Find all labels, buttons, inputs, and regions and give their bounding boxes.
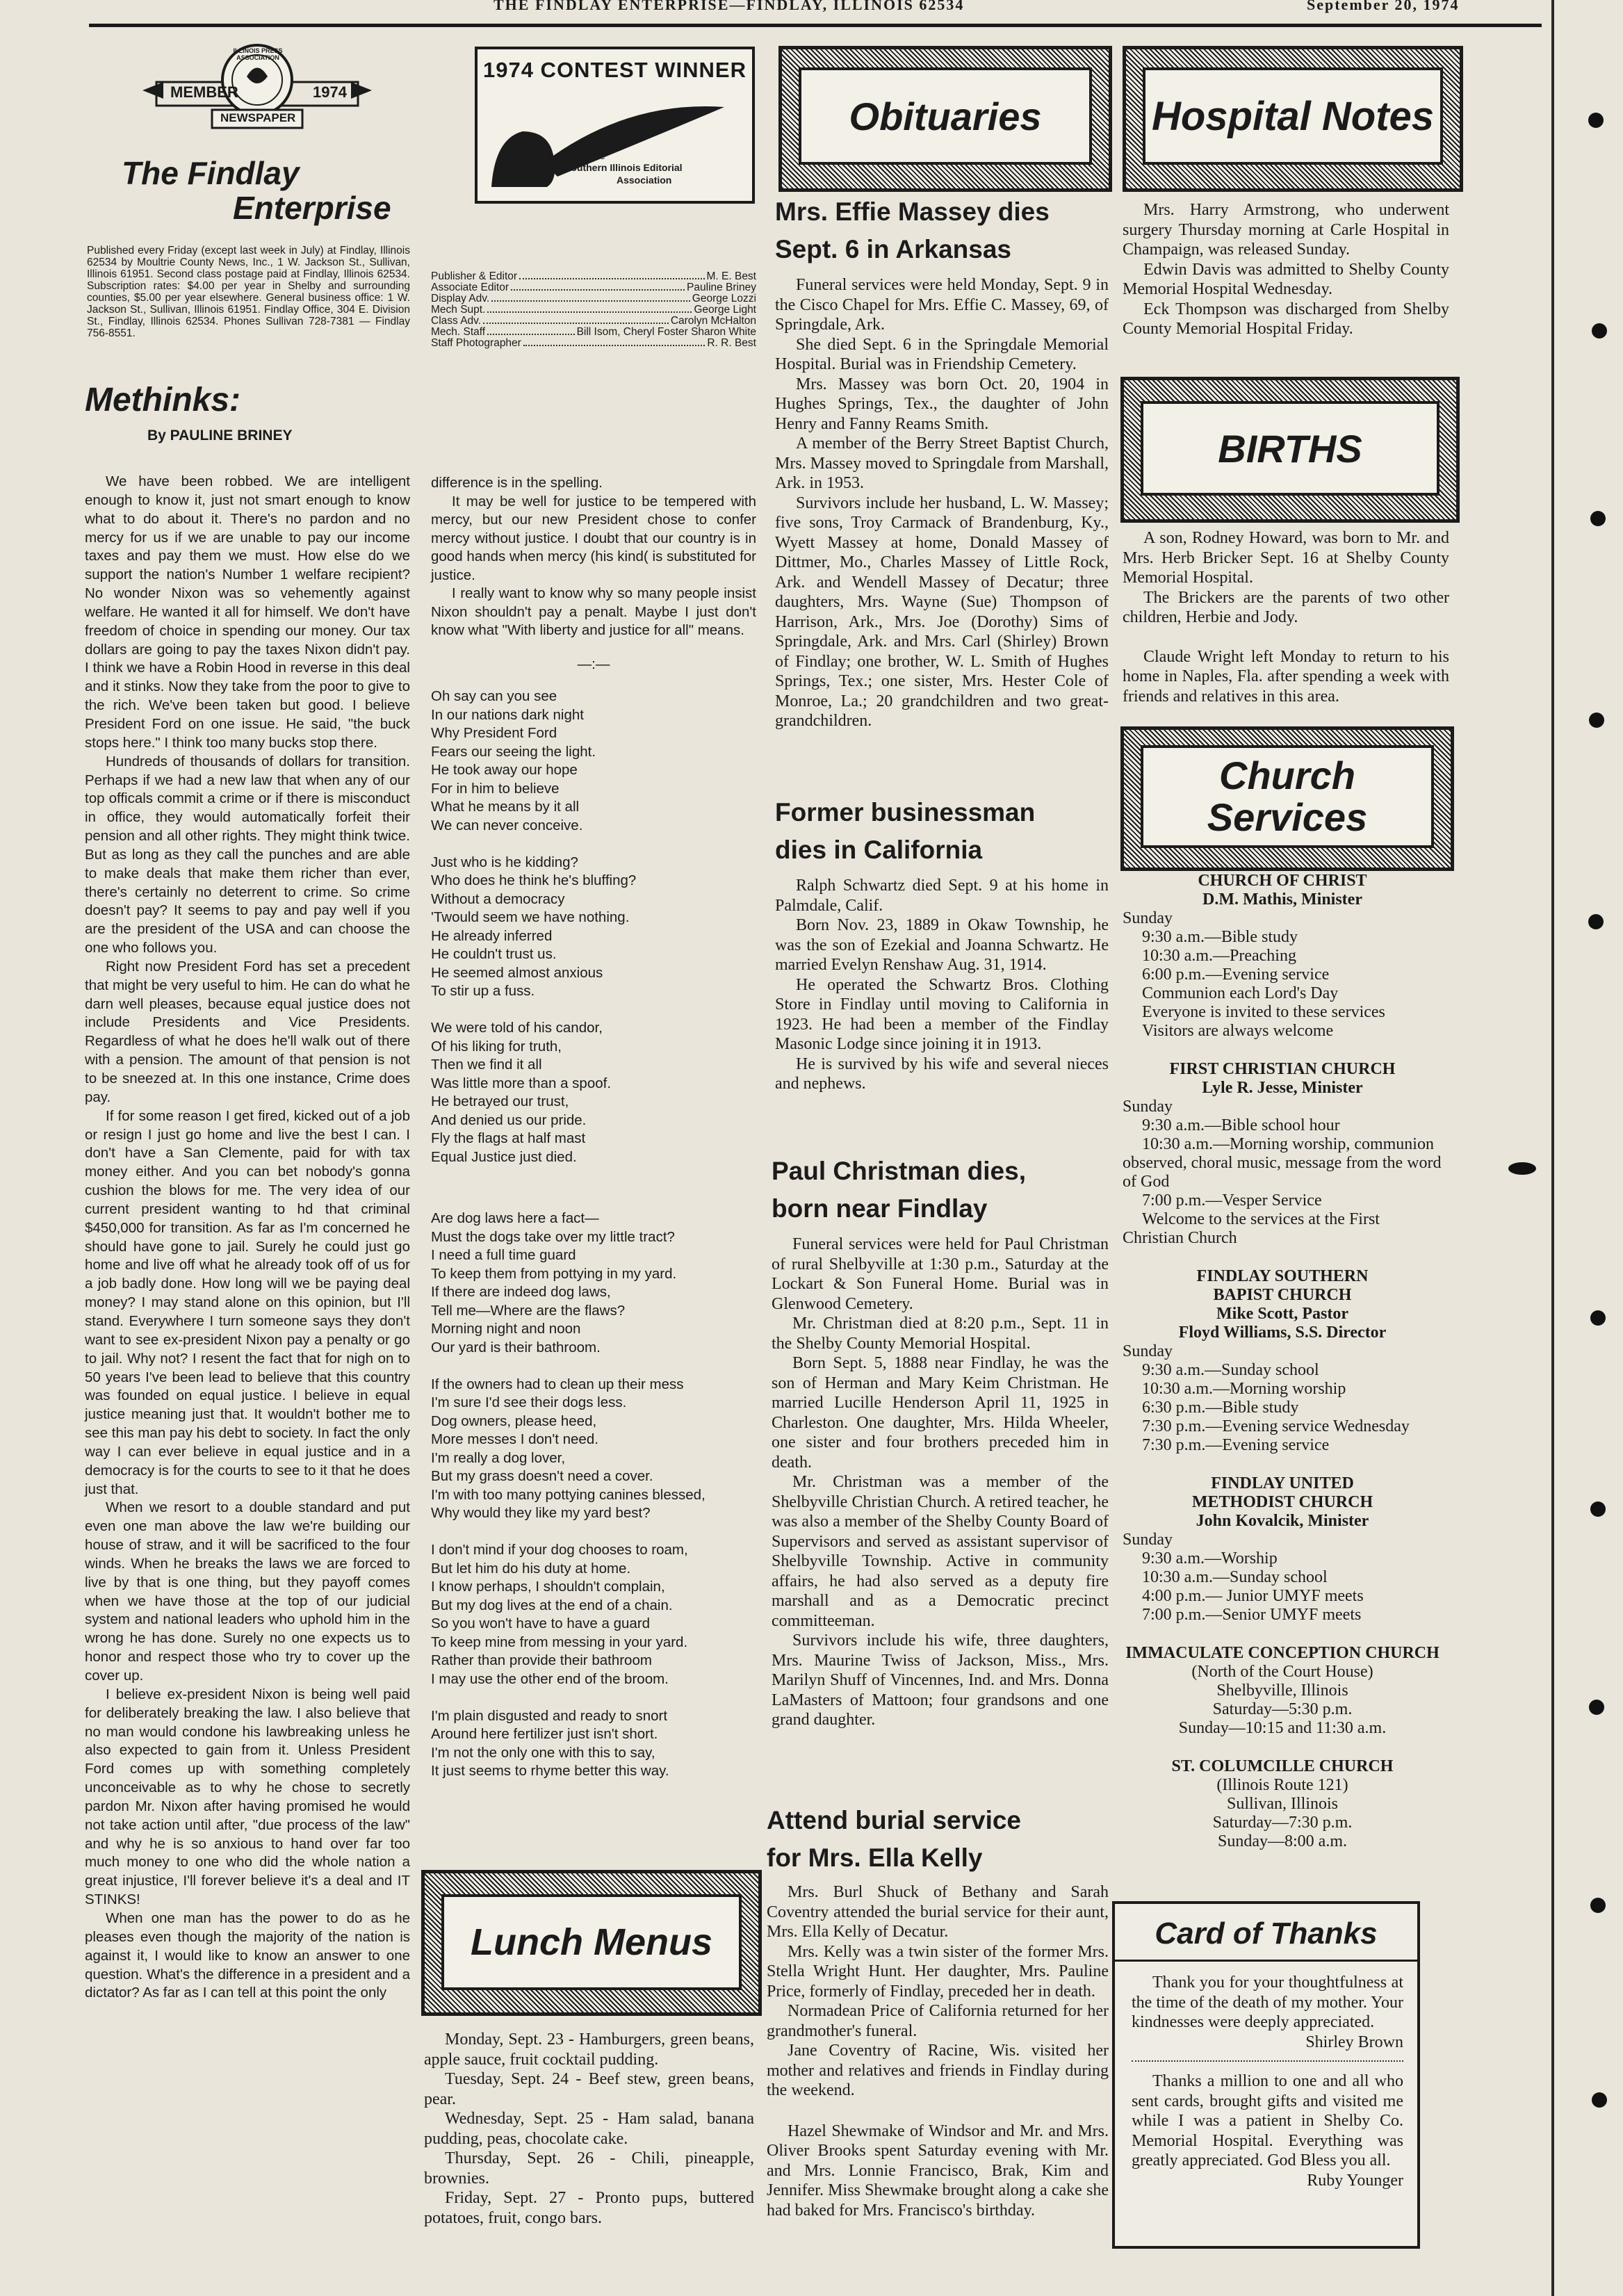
methinks-para: If for some reason I get fired, kicked out of a job or resign I just go home and live the best I can. I don't have a San Clemente, paid for with tax money either. And you can bet nobody's gonna cushion the blows for me. The very idea of our current president wanting to hd that criminal $450,000 for transition. As far as I'm concerned he should have gone to jail. Surely he could just go home and live off what he already took off of us for a job badly done. How long will we be paying deal money? I may stand alone on this opinion, but I'll stand. Everywhere I turn someone says they don't want to see ex-president Nixon pay a penalty or go to jail. Why not? I resent the fact that for nigh on to 50 years I've been lead to believe that this country was founded on equal justice. I believe in equal justice meaning just that. It wouldn't bother me to see this man pay his debt to society. In fact the only way I can ever believe in equal justice and in a democracy is for the courts to see to it that he does just that. [85,1107,410,1497]
staff-row: Publisher & Editor M. E. Best [431,270,756,282]
obit-para: Survivors include his wife, three daughters, Mrs. Maurine Twiss of Jackson, Miss., Mrs. Marilyn Shuff of Vincennes, Ind. and Mrs. Donna LaMasters of Mattoon; four grandsons and one grand daughter. [772,1631,1109,1729]
punch-hole [1592,323,1607,339]
church-block [1123,1060,1442,1248]
obit-para: Mrs. Kelly was a twin sister of the former Mrs. Stella Wright Hunt. Her daughter, Mrs. Pauline Price, formerly of Findlay, preceded her in death. [767,1942,1109,2001]
headline: Former businessman [775,798,1036,827]
church-schedule-line: 6:30 p.m.—Bible study [1142,1399,1299,1417]
badge-member: MEMBER [170,83,238,101]
church-block [1123,1267,1442,1455]
hospital-notes-banner [1123,46,1463,192]
methinks-col1 [85,473,410,2003]
obit-para: Mr. Christman was a member of the Shelbyville Christian Church. A retired teacher, he was also a member of the Shelby County Board of Supervisors and served as assistant supervisor of Shelbyville Township. Active in community affairs, he had also served as a deputy fire marshall and as a Democratic precinct committeeman. [772,1473,1109,1630]
poem-line: He took away our hope [431,762,578,778]
obit-para: Funeral services were held Monday, Sept. 9 in the Cisco Chapel for Mrs. Effie C. Massey, 69, of Springdale, Ark. [775,276,1109,334]
church-detail: Saturday—7:30 p.m. [1212,1814,1353,1832]
church-list [1123,872,1442,1871]
church-block [1123,872,1442,1041]
church-block [1123,1757,1442,1851]
church-name: METHODIST CHURCH [1191,1493,1373,1511]
punch-hole [1589,713,1604,728]
poem-line: Why would they like my yard best? [431,1505,651,1521]
staff-row: Mech Supt. George Light [431,304,756,316]
hospital-para: Edwin Davis was admitted to Shelby County Memorial Hospital Wednesday. [1123,260,1449,298]
obit-para: Mr. Christman died at 8:20 p.m., Sept. 11 in the Shelby County Memorial Hospital. [772,1314,1109,1353]
poem-line: I know perhaps, I shouldn't complain, [431,1579,665,1595]
badge-newspaper: NEWSPAPER [220,111,296,124]
poem-line: I don't mind if your dog chooses to roam, [431,1542,688,1558]
church-schedule-line: Sunday [1123,1098,1173,1116]
poem-line: Just who is he kidding? [431,854,578,870]
church-schedule-line: 7:00 p.m.—Senior UMYF meets [1142,1606,1362,1624]
church-schedule-line: 10:30 a.m.—Morning worship [1142,1380,1346,1398]
poem-line: Our yard is their bathroom. [431,1339,601,1355]
church-name: CHURCH OF CHRIST [1198,872,1367,890]
obit-para: He operated the Schwartz Bros. Clothing Store in Findlay until moving to California in 1923. He had been a member of the Findlay Masonic Lodge since joining it in 1913. [775,975,1109,1053]
church-schedule-line: 10:30 a.m.—Preaching [1142,947,1296,965]
separator: —:— [577,656,610,672]
member-badge [142,42,372,132]
births-para: A son, Rodney Howard, was born to Mr. and Mrs. Herb Bricker Sept. 16 at Shelby County Memorial Hospital. [1123,529,1449,587]
poem-line: It just seems to rhyme better this way. [431,1763,669,1779]
staff-row: Display Adv. George Lozzi [431,293,756,304]
church-schedule-line: 9:30 a.m.—Bible study [1142,928,1298,946]
poem-line: He betrayed our trust, [431,1093,569,1109]
methinks-title: Methinks: [85,382,241,418]
staff-list [431,271,756,349]
poem-line [431,1357,756,1376]
poem-line: He couldn't trust us. [431,946,557,962]
obit-para: Mrs. Burl Shuck of Bethany and Sarah Coventry attended the burial service for their aunt, Mrs. Ella Kelly of Decatur. [767,1883,1109,1941]
poem-line: Around here fertilizer just isn't short. [431,1726,658,1742]
headline: Mrs. Effie Massey dies [775,197,1050,226]
church-name: Floyd Williams, S.S. Director [1178,1324,1387,1342]
church-schedule-line: 7:30 p.m.—Evening service Wednesday [1142,1417,1410,1435]
quill-portrait-icon [478,90,752,194]
church-name: FINDLAY UNITED [1211,1474,1354,1492]
staff-row: Class Adv. Carolyn McHalton [431,315,756,327]
church-services-banner [1120,726,1454,871]
card-of-thanks-title: Card of Thanks [1155,1916,1378,1951]
badge-year: 1974 [313,83,347,101]
poem-line: But my dog lives at the end of a chain. [431,1597,673,1613]
punch-hole [1508,1162,1536,1175]
obit-para: A member of the Berry Street Baptist Church, Mrs. Massey moved to Springdale from Marshall, Ark. in 1953. [775,434,1109,492]
methinks-para: difference is in the spelling. [431,475,603,491]
poem-line: Tell me—Where are the flaws? [431,1302,626,1319]
poem-line: To keep mine from messing in your yard. [431,1634,688,1650]
contest-assoc-line3: Association [617,174,672,186]
church-detail: (North of the Court House) [1191,1663,1373,1681]
headline: for Mrs. Ella Kelly [767,1843,983,1872]
births-para: Claude Wright left Monday to return to his home in Naples, Fla. after spending a week with friends and relatives in this area. [1123,647,1449,706]
publication-info: Published every Friday (except last week in July) at Findlay, Illinois 62534 by Moultrie County News, Inc., 1 W. Jackson St., Sullivan, Illinois 61951. Second class postage paid at Findlay, Illinois 62534. Subscription rates: $4.00 per year in Shelby and surrounding counties, $5.00 per year elsewhere. General business office: 1 W. Jackson St., Sullivan, Illinois 61951. Findlay Office, 304 E. Division St., Findlay, Illinois 62534. Phones Sullivan 728-7381 — Findlay 756-8551. [87,245,410,339]
page-edge [1551,0,1554,2296]
poem-dogs [431,1210,756,1781]
church-schedule-line: 10:30 a.m.—Morning worship, communion observed, choral music, message from the word of God [1123,1135,1442,1191]
poem-line: Are dog laws here a fact— [431,1210,599,1226]
births-text [1123,528,1449,706]
poem-line: Oh say can you see [431,688,557,704]
poem-line: If the owners had to clean up their mess [431,1376,684,1392]
obituaries-banner [778,46,1112,192]
church-detail: Shelbyville, Illinois [1216,1682,1348,1700]
obit-para: Funeral services were held for Paul Christman of rural Shelbyville at 1:30 p.m., Saturday at the Lockart & Son Funeral Home. Burial was in Glenwood Cemetery. [772,1235,1109,1313]
poem-line: Morning night and noon [431,1321,581,1337]
poem-line: Dog owners, please heed, [431,1412,597,1429]
methinks-para: When we resort to a double standard and put even one man above the law we're building our house of straw, and it will be sacrificed to the four winds. When he breaks the laws we are forced to live by that is one thing, but they payoff comes when we have those at the top of our judicial system and national leaders who uphold him in the wrong he has done. Surely no one expects us to honor and respect those who try to cover up the cover up. [85,1499,410,1684]
church-detail: Sunday—10:15 and 11:30 a.m. [1178,1719,1387,1737]
staff-row: Mech. Staff Bill Isom, Cheryl Foster Sharon White [431,326,756,338]
poem-line [431,1001,756,1020]
hospital-notes-text [1123,200,1449,339]
church-schedule-line: 9:30 a.m.—Sunday school [1142,1361,1319,1379]
punch-hole [1590,1501,1606,1517]
seal-text: ILLINOIS PRESS ASSOCIATION [233,47,283,61]
church-schedule-line: Visitors are always welcome [1142,1022,1334,1040]
obit-para: Ralph Schwartz died Sept. 9 at his home in Palmdale, Calif. [775,877,1109,915]
obituaries-title: Obituaries [799,67,1092,165]
church-name: Mike Scott, Pastor [1216,1305,1348,1323]
staff-row: Staff Photographer R. R. Best [431,337,756,349]
punch-hole [1592,2092,1607,2108]
paper-name-line2: Enterprise [233,190,391,226]
obit-schwartz [775,794,1109,1094]
church-detail: Saturday—5:30 p.m. [1212,1700,1353,1718]
church-name: FINDLAY SOUTHERN [1196,1267,1369,1285]
lunch-menus-banner [421,1870,762,2016]
church-name: BAPIST CHURCH [1213,1286,1352,1304]
church-schedule-line: 7:00 p.m.—Vesper Service [1142,1191,1322,1210]
running-head [0,0,1623,14]
hospital-notes-title: Hospital Notes [1143,67,1443,165]
poem-line: I'm plain disgusted and ready to snort [431,1707,668,1724]
church-schedule-line: 9:30 a.m.—Bible school hour [1142,1116,1340,1134]
poem-line [431,1688,756,1707]
obit-para: Survivors include her husband, L. W. Massey; five sons, Troy Carmack of Brandenburg, Ky., Wyett Massey at home, Donald Massey of Dittmer, Mo., Charles Massey of Little Rock, Ark. and Wendell Massey of Decatur; three daughters, Mrs. Wayne (Sue) Thompson of Harrison, Ark., Mrs. Joe (Dorothy) Sims of Springdale, Ark. and Mrs. Carl (Shirley) Brown of Findlay; one brother, W. L. Smith of Hughes Springs, Tex.; one sister, Mrs. Hester Cole of Monroe, La.; 20 grandchildren and two great-grandchildren. [775,494,1109,730]
contest-assoc-line2: Southern Illinois Editorial [564,162,683,173]
lunch-item: Wednesday, Sept. 25 - Ham salad, banana pudding, peas, chocolate cake. [424,2110,754,2148]
obit-para: Normadean Price of California returned for her grandmother's funeral. [767,2002,1109,2040]
hospital-para: Eck Thompson was discharged from Shelby County Memorial Hospital Friday. [1123,300,1449,338]
poem-line: Then we find it all [431,1057,542,1073]
methinks-para: When one man has the power to do as he pleases even though the majority of the nation is against it, I would like to know an answer to one question. What's the difference in a president and a dictator? As far as I can tell at this point the only [85,1910,410,2001]
church-schedule-line: 10:30 a.m.—Sunday school [1142,1568,1328,1586]
poem-line: I need a full time guard [431,1247,576,1263]
obit-para: He is survived by his wife and several nieces and nephews. [775,1055,1109,1093]
punch-hole [1590,511,1606,526]
poem-line: Fears our seeing the light. [431,743,596,760]
poem-line: 'Twould seem we have nothing. [431,909,630,925]
punch-hole [1590,1898,1606,1913]
church-schedule-line: Sunday [1123,909,1173,927]
lunch-item: Tuesday, Sept. 24 - Beef stew, green beans, pear. [424,2070,754,2108]
methinks-para: Right now President Ford has set a precedent that might be very useful to him. He can do what he darn well pleases, because equal justice does not include Presidents and Vice Presidents. Regardless of what he does he'll walk out of there with a pension. The amount of that pension is not to be sneezed at. In this one instance, Crime does pay. [85,958,410,1105]
headline: Sept. 6 in Arkansas [775,235,1011,263]
poem-line: What he means by it all [431,799,580,815]
punch-hole [1588,914,1604,929]
church-name: IMMACULATE CONCEPTION CHURCH [1125,1644,1440,1662]
births-title: BIRTHS [1141,401,1440,496]
punch-hole [1590,1310,1606,1326]
obit-para: Mrs. Massey was born Oct. 20, 1904 in Hughes Springs, Tex., the daughter of John Henry and Fanny Reams Smith. [775,375,1109,433]
methinks-byline: By PAULINE BRINEY [147,428,293,443]
poem-line: We can never conceive. [431,817,583,833]
methinks-para: Hundreds of thousands of dollars for transition. Perhaps if we had a new law that when any of our top officals commit a crime or if there is misconduct in office, they would automatically forfeit their pension and all other rights. They might think twice. But as long as they call the punches and are able to make deals that make them richer than ever, there's certainly no deterrent to crime. So crime doesn't pay? It seems to pay and pay well if you are the president of the USA and can choose the one who follows you. [85,753,410,956]
church-title-line1: Church [1219,754,1355,797]
methinks-para: It may be well for justice to be tempered with mercy, but our new President chose to confer mercy without justice. I doubt that our country is in good hands when mercy (his kind( is substituted for justice. [431,493,756,583]
poem-line [431,1523,756,1542]
poem-line: I'm sure I'd see their dogs less. [431,1394,627,1410]
church-name: D.M. Mathis, Minister [1202,890,1362,909]
headline: born near Findlay [772,1194,988,1223]
lunch-item: Monday, Sept. 23 - Hamburgers, green beans, apple sauce, fruit cocktail pudding. [424,2030,754,2069]
poem-line: To stir up a fuss. [431,983,535,999]
church-detail: Sullivan, Illinois [1226,1795,1338,1813]
methinks-para: I really want to know why so many people insist Nixon shouldn't pay a penalt. Maybe I just don't know what "With liberty and justice for all" means. [431,585,756,638]
top-rule [89,24,1542,27]
thanks-note: Thanks a million to one and all who sent cards, brought gifts and visited me while I was a patient in Shelby Co. Memorial Hospital. Everything was greatly appreciated. God Bless you all. [1132,2072,1403,2169]
lunch-menus-title: Lunch Menus [441,1894,742,1990]
poem-line: But let him do his duty at home. [431,1560,631,1577]
church-name: ST. COLUMCILLE CHURCH [1171,1757,1394,1775]
poem-line: Equal Justice just died. [431,1148,577,1165]
poem-line: Who does he think he's bluffing? [431,872,637,888]
running-head-title: THE FINDLAY ENTERPRISE—FINDLAY, ILLINOIS 62534 [494,0,965,13]
thanks-signature: Ruby Younger [1307,2171,1403,2190]
obit-para: Jane Coventry of Racine, Wis. visited her mother and relatives and friends in Findlay during the weekend. [767,2042,1109,2099]
church-schedule-line: Sunday [1123,1531,1173,1549]
poem-line: We were told of his candor, [431,1020,603,1036]
church-schedule-line: Everyone is invited to these services [1142,1003,1385,1021]
obit-para: Born Sept. 5, 1888 near Findlay, he was the son of Herman and Mary Keim Christman. He married Lucille Henderson April 11, 1925 in Charleston. One daughter, Mrs. Hilda Wheeler, one sister and four brothers preceded him in death. [772,1354,1109,1472]
poem-line: I'm with too many pottying canines blessed, [431,1486,706,1503]
headline: dies in California [775,836,983,864]
church-schedule-line: Sunday [1123,1342,1173,1360]
church-schedule-line: 7:30 p.m.—Evening service [1142,1436,1330,1454]
church-detail: Sunday—8:00 a.m. [1218,1832,1347,1850]
poem-line: Fly the flags at half mast [431,1130,586,1146]
headline: Paul Christman dies, [772,1157,1026,1185]
poem-line: So you won't have to have a guard [431,1615,651,1631]
obit-christman [772,1153,1109,1730]
poem-line: Was little more than a spoof. [431,1075,612,1091]
punch-hole [1589,1700,1604,1715]
church-block [1123,1474,1442,1625]
paper-name-line1: The Findlay [122,155,300,191]
poem-line: Why President Ford [431,725,557,741]
staff-row: Associate Editor Pauline Briney [431,282,756,293]
thanks-signature: Shirley Brown [1305,2033,1403,2051]
obit-para: She died Sept. 6 in the Springdale Memorial Hospital. Burial was in Friendship Cemetery. [775,335,1109,373]
poem-line: Without a democracy [431,890,565,907]
poem-line: Must the dogs take over my little tract? [431,1228,675,1245]
church-schedule-line: 6:00 p.m.—Evening service [1142,966,1330,984]
church-name: Lyle R. Jesse, Minister [1202,1079,1363,1097]
thanks-note: Thank you for your thoughtfulness at the time of the death of my mother. Your kindnesses were deeply appreciated. [1132,1973,1403,2031]
contest-title: 1974 CONTEST WINNER [482,58,747,82]
poem-line: And denied us our pride. [431,1112,587,1128]
poem-line: He already inferred [431,927,553,944]
births-para: The Brickers are the parents of two other children, Herbie and Jody. [1123,588,1449,626]
card-of-thanks [1112,1901,1420,2249]
hospital-para: Mrs. Harry Armstrong, who underwent surgery Thursday morning at Carle Hospital in Champaign, was released Sunday. [1123,201,1449,259]
church-schedule-line: Welcome to the services at the First Christian Church [1123,1210,1380,1247]
lunch-item: Friday, Sept. 27 - Pronto pups, buttered potatoes, fruit, congo bars. [424,2189,754,2227]
church-detail: (Illinois Route 121) [1216,1776,1348,1794]
running-head-date: September 20, 1974 [1307,0,1460,13]
contest-assoc-line1: The [589,150,606,161]
church-schedule-line: 4:00 p.m.— Junior UMYF meets [1142,1587,1364,1605]
lunch-menus-list [424,2030,754,2228]
methinks-col2 [431,474,756,1781]
poem-line: Rather than provide their bathroom [431,1652,652,1668]
poem-line: I'm really a dog lover, [431,1449,566,1466]
church-title-line2: Services [1207,795,1368,839]
church-name: FIRST CHRISTIAN CHURCH [1169,1060,1396,1078]
church-schedule-line: 9:30 a.m.—Worship [1142,1549,1278,1568]
poem-line: He seemed almost anxious [431,964,603,981]
poem-line: More messes I don't need. [431,1431,598,1447]
poem-line: But my grass doesn't need a cover. [431,1468,653,1484]
church-schedule-line: Communion each Lord's Day [1142,984,1339,1002]
poem-line: I'm not the only one with this to say, [431,1744,655,1761]
lunch-item: Thursday, Sept. 26 - Chili, pineapple, brownies. [424,2149,754,2188]
contest-box [475,47,755,204]
poem-line: I may use the other end of the broom. [431,1670,669,1687]
obit-massey [775,193,1109,731]
methinks-para: We have been robbed. We are intelligent enough to know it, just not smart enough to know what to do about it. There's no pardon and no mercy for us if we are unable to pay our income taxes and pay them we must. How else do we support the nation's Number 1 welfare recipient? No wonder Nixon was so vehemently against welfare. He wanted it all for himself. We don't have freedom of choice in spending our money. Our tax dollars are going to pay the taxes Nixon didn't pay. I think we have a Robin Hood in reverse in this deal and it stinks. Now they take from the poor to give to the rich. We've been taken but good. I believe President Ford on one issue. He said, "the buck stops here." I think too many bucks stop there. [85,473,410,751]
births-banner [1120,377,1460,523]
poem-line: In our nations dark night [431,706,584,723]
poem-line: If there are indeed dog laws, [431,1284,611,1300]
poem-ford [431,687,756,1166]
church-block [1123,1644,1442,1738]
methinks-para: I believe ex-president Nixon is being well paid for deliberately breaking the law. I also believe that no man would condone his lawbreaking unless he also expected to gain from it. Unless President Ford comes up with something completely unconceivable as to why he chose to secretly pardon Mr. Nixon after having promised he would not take action until after, "due process of the law" and why he is so anxious to hand over far too much money to one who did the whole nation a great injustice, I'll forever believe it's a deal and IT STINKS! [85,1686,410,1908]
poem-line: Of his liking for truth, [431,1038,562,1055]
obit-kelly [767,1802,1109,2220]
church-name: John Kovalcik, Minister [1196,1512,1369,1530]
obit-para: Hazel Shewmake of Windsor and Mr. and Mrs. Oliver Brooks spent Saturday evening with Mr. and Mrs. Lonnie Francisco, Brak, Kim and Jennifer. Miss Shewmake brought along a cake she had baked for Mrs. Francisco's birthday. [767,2122,1109,2220]
obit-para: Born Nov. 23, 1889 in Okaw Township, he was the son of Ezekial and Joanna Schwartz. He married Evelyn Renshaw Aug. 31, 1914. [775,916,1109,974]
headline: Attend burial service [767,1806,1022,1834]
poem-line [431,835,756,854]
church-services-title [1141,745,1434,848]
punch-hole [1588,113,1604,128]
poem-line: For in him to believe [431,780,560,797]
poem-line: To keep them from pottying in my yard. [431,1265,677,1282]
